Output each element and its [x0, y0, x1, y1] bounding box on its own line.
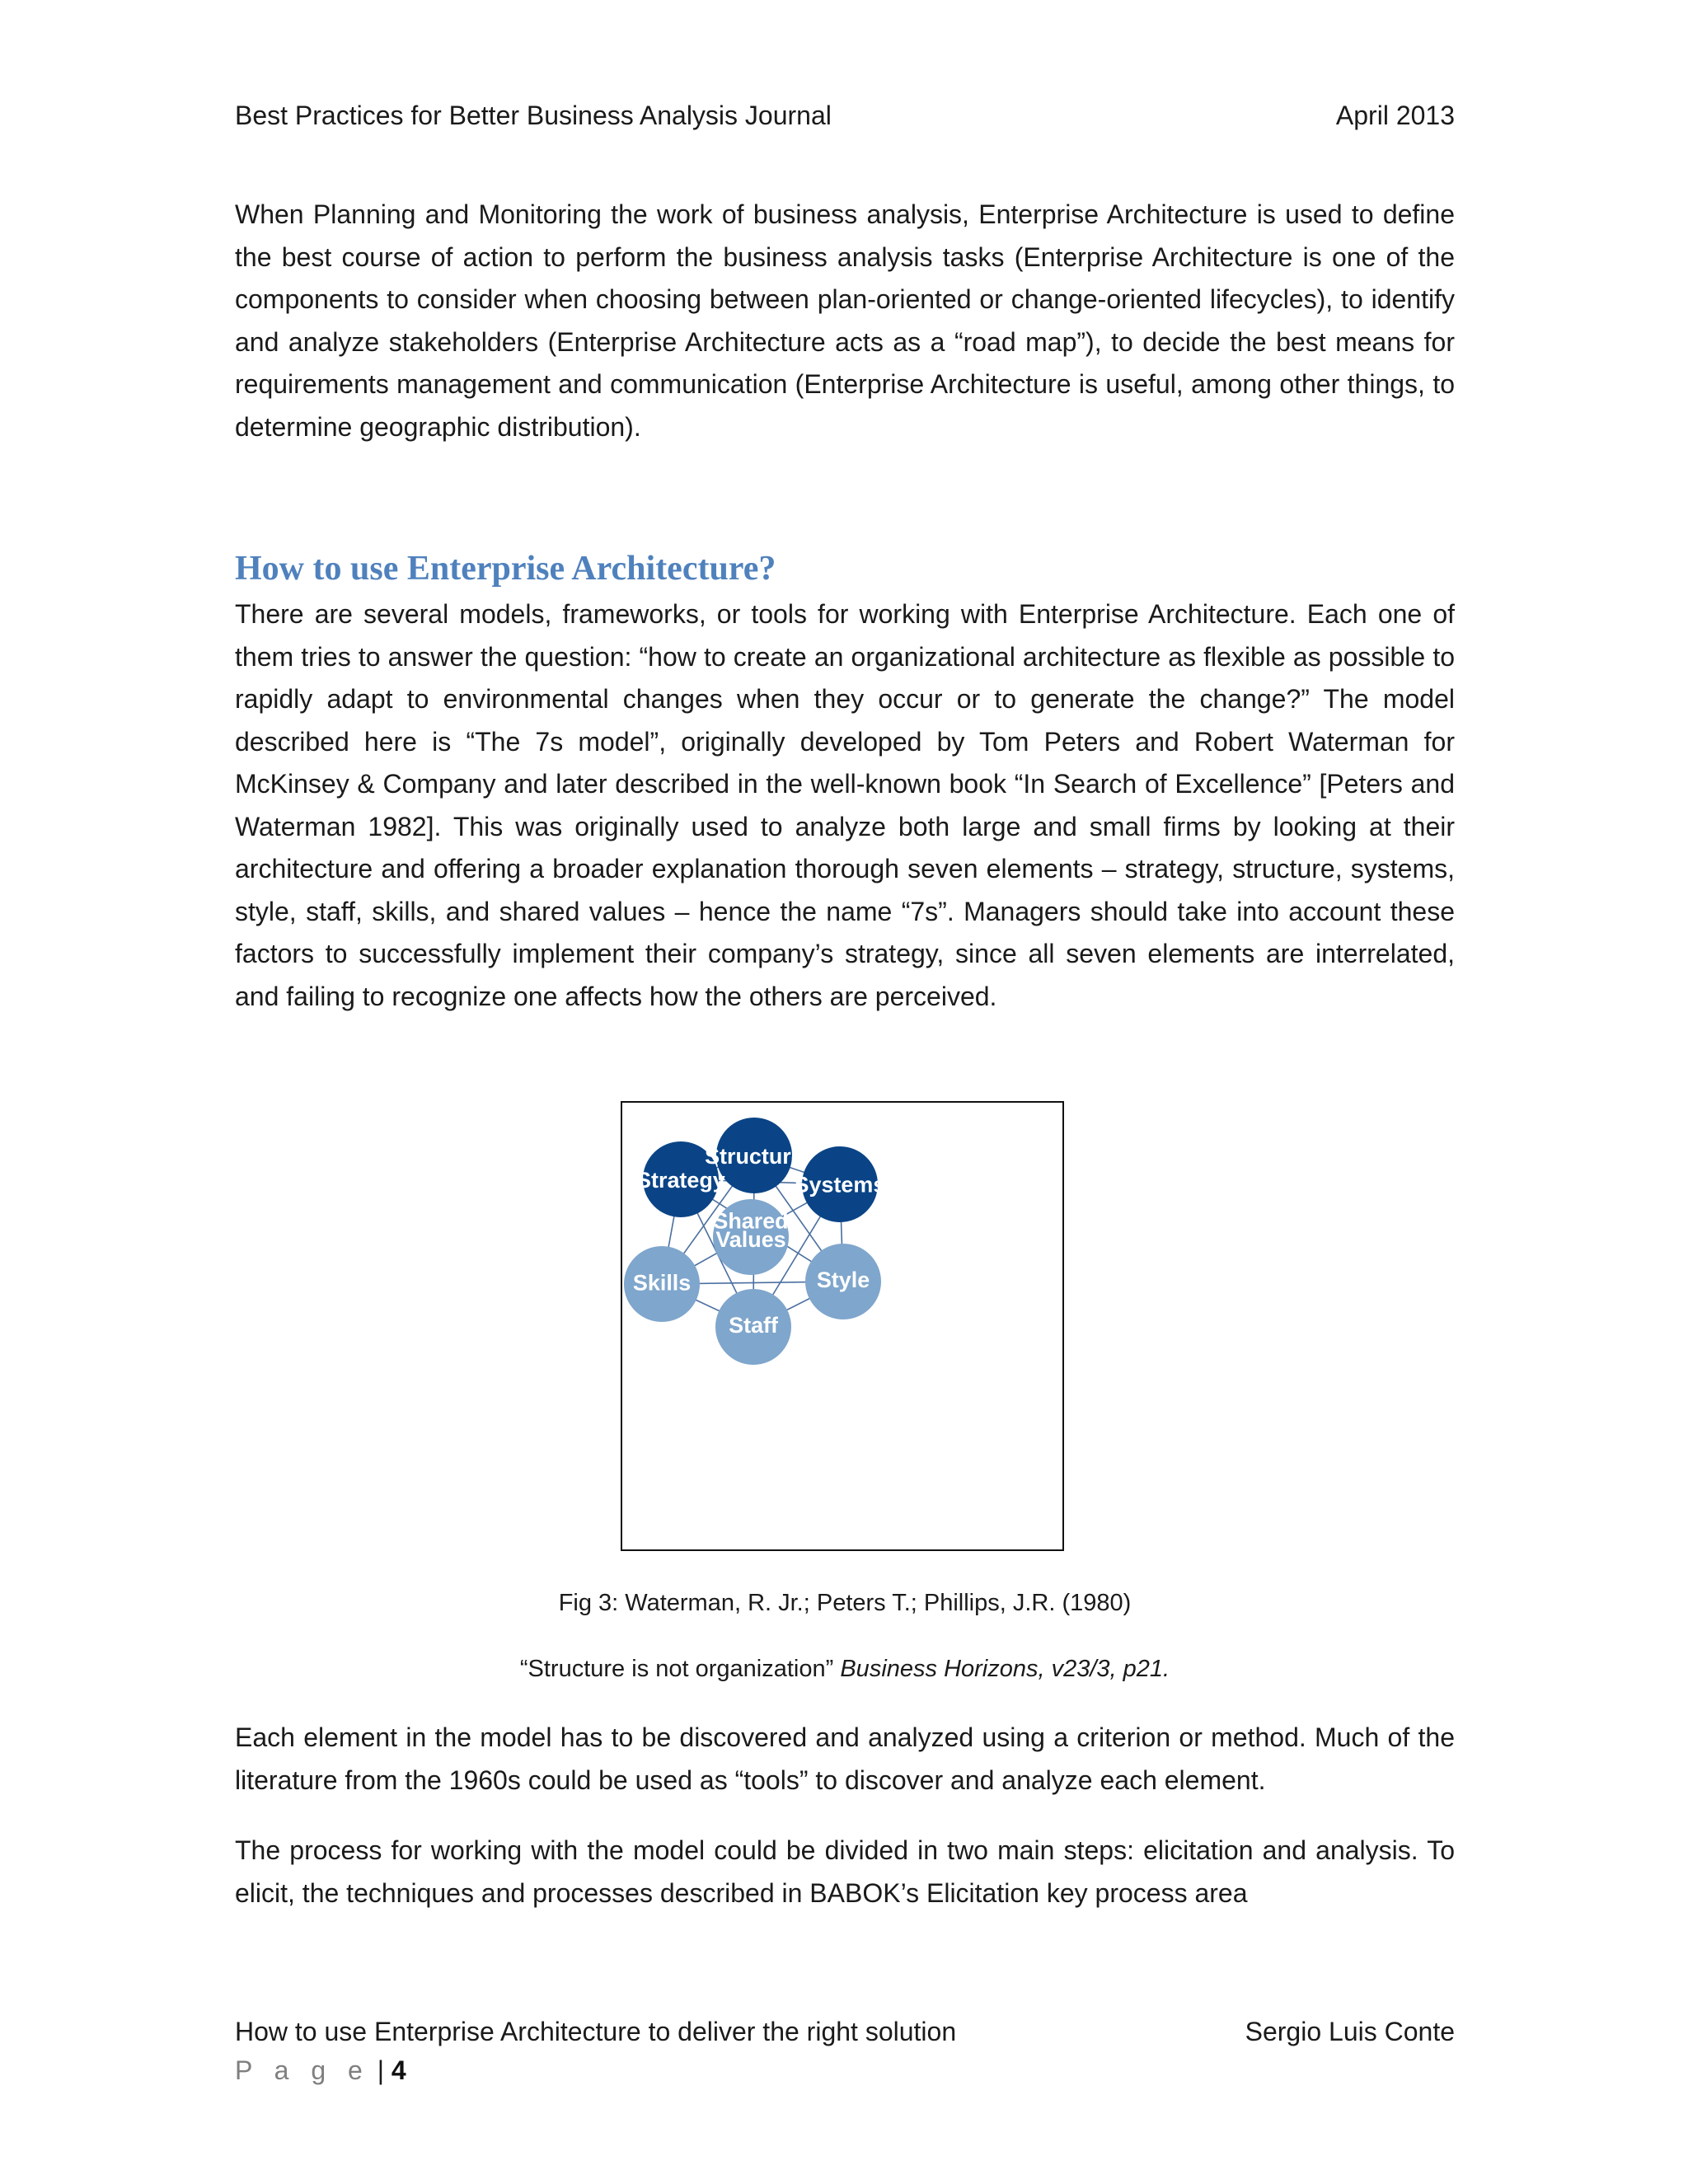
source-title: “Structure is not organization”: [519, 1656, 834, 1682]
intro-paragraph: When Planning and Monitoring the work of business analysis, Enterprise Architecture is used to define the best course of action to perform the business analysis tasks (Enterprise Architecture is one of the components to consider when choosing between plan-oriented or change-oriented lifecycles), to identify and analyze stakeholders (Enterprise Architecture acts as a “road map”), to decide the best means for requirements management and communication (Enterprise Architecture is useful, among other things, to determine geographic distribution).: [235, 199, 1455, 442]
label-skills: Skills: [632, 1270, 692, 1296]
journal-title: Best Practices for Better Business Analysis Journal: [235, 101, 832, 130]
footer-author: Sergio Luis Conte: [1245, 2017, 1455, 2046]
figure-caption: Fig 3: Waterman, R. Jr.; Peters T.; Phillips, J.R. (1980): [558, 1590, 1132, 1616]
page-label: P a g e: [235, 2055, 370, 2085]
page-number: [235, 2052, 406, 2088]
figure-source: [235, 1652, 1455, 1685]
label-shared-values-line2: Values: [715, 1226, 786, 1252]
model-paragraph: There are several models, frameworks, or tools for working with Enterprise Architecture. Each one of them tries to answer the question: “how to create an organizational architecture as flexible as possible to rapidly adapt to environmental changes when they occur or to generate the change?” The model described here is “The 7s model”, originally developed by Tom Peters and Robert Waterman for McKinsey & Company and later described in the well-known book “In Search of Excellence” [Peters and Waterman 1982]. This was originally used to analyze both large and small firms by looking at their architecture and offering a broader explanation thorough seven elements – strategy, structure, systems, style, staff, skills, and shared values – hence the name “7s”. Managers should take into account these factors to successfully implement their company’s strategy, since all seven elements are interrelated, and failing to recognize one affects how the others are perceived.: [235, 599, 1455, 1011]
page-header: [235, 97, 1455, 134]
page-footer: [235, 2013, 1455, 2050]
footer-title: How to use Enterprise Architecture to deliver the right solution: [235, 2017, 957, 2046]
label-strategy: Strategy: [636, 1168, 725, 1193]
seven-s-diagram-svg: [622, 1103, 1062, 1549]
source-journal: Business Horizons, v23/3, p21.: [840, 1656, 1170, 1682]
page-separator: |: [377, 2055, 385, 2085]
label-staff: Staff: [729, 1312, 778, 1338]
seven-s-diagram: [621, 1101, 1064, 1551]
label-shared-values-line1: Shared: [713, 1208, 789, 1234]
page-number-value: 4: [391, 2055, 406, 2085]
issue-date: April 2013: [1335, 101, 1455, 130]
label-style: Style: [816, 1268, 870, 1293]
section-heading: How to use Enterprise Architecture?: [235, 550, 776, 588]
label-systems: Systems: [794, 1172, 886, 1197]
process-paragraph: The process for working with the model could be divided in two main steps: elicitation and analysis. To elicit, the techniques and processes described in BABOK’s Elicitation key process area: [235, 1835, 1455, 1908]
label-structure: Structure: [705, 1144, 804, 1169]
elements-paragraph: Each element in the model has to be discovered and analyzed using a criterion or method. Much of the literature from the 1960s could be used as “tools” to discover and analyze each element.: [235, 1722, 1455, 1795]
